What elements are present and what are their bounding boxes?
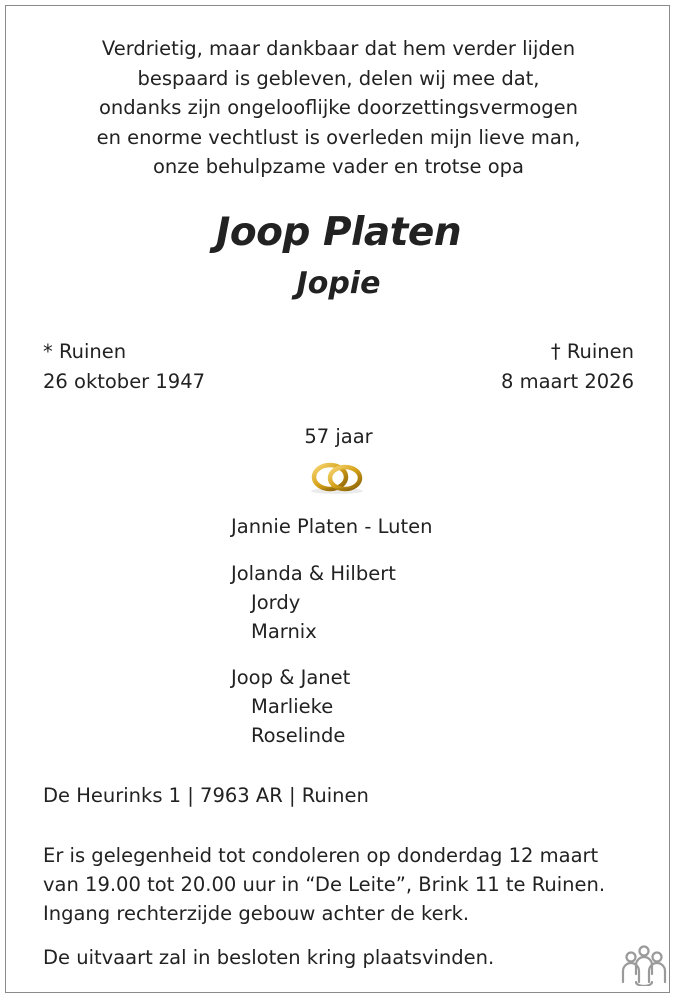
birth-info (43, 337, 205, 396)
death-place: † Ruinen (550, 340, 634, 363)
intro-text (0, 34, 677, 182)
deceased-name: Joop Platen (215, 210, 462, 255)
condolence-line: Ingang rechterzijde gebouw achter de kerk. (43, 902, 470, 925)
condolence-line: Er is gelegenheid tot condoleren op donderdag 12 maart (43, 844, 599, 867)
grandchild: Jordy (251, 591, 301, 614)
birth-place: * Ruinen (43, 340, 127, 363)
wedding-rings-icon (307, 456, 369, 496)
intro-line: Verdrietig, maar dankbaar dat hem verder lijden (101, 37, 576, 60)
intro-line: onze behulpzame vader en trotse opa (152, 155, 525, 178)
child-family-1: Jolanda & Hilbert (231, 562, 396, 585)
people-group-icon (619, 944, 669, 986)
death-info (501, 337, 634, 396)
intro-line: ondanks zijn ongelooflijke doorzettingsvermogen (98, 96, 579, 119)
condolence-line: van 19.00 tot 20.00 uur in “De Leite”, Brink 11 te Ruinen. (43, 873, 606, 896)
grandchild: Marnix (251, 620, 317, 643)
death-date: 8 maart 2026 (501, 369, 634, 393)
grandchild: Roselinde (251, 724, 346, 747)
address: De Heurinks 1 | 7963 AR | Ruinen (43, 784, 369, 807)
birth-date: 26 oktober 1947 (43, 369, 206, 393)
deceased-nickname: Jopie (296, 266, 381, 301)
spouse-name: Jannie Platen - Luten (231, 515, 433, 538)
intro-line: bespaard is gebleven, delen wij mee dat, (137, 66, 540, 90)
funeral-info: De uitvaart zal in besloten kring plaatsvinden. (43, 946, 495, 969)
child-family-2: Joop & Janet (231, 666, 351, 689)
intro-line: en enorme vechtlust is overleden mijn lieve man, (96, 125, 581, 149)
grandchild: Marlieke (251, 695, 334, 718)
marriage-years: 57 jaar (304, 425, 373, 448)
